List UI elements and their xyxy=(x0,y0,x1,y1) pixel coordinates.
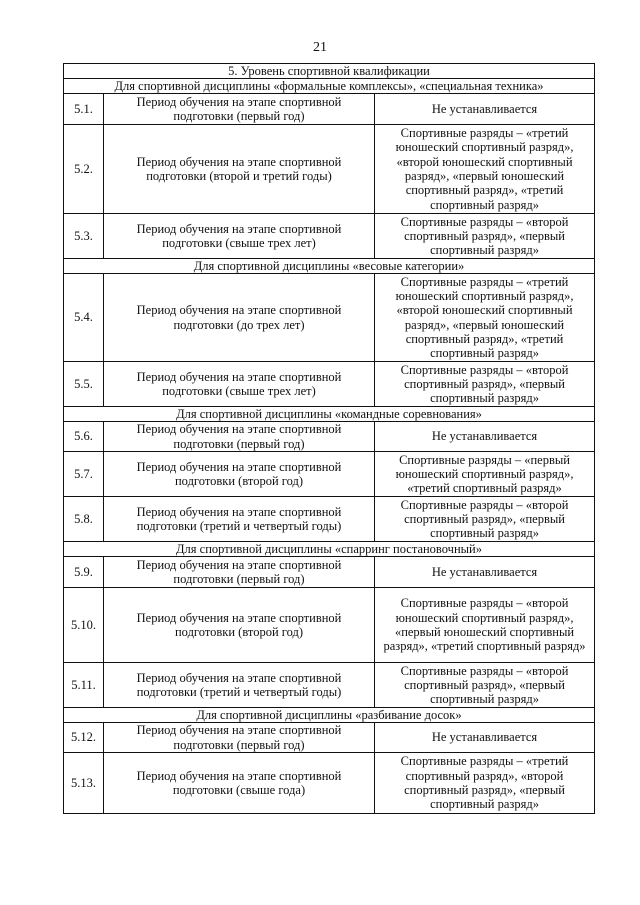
table-row xyxy=(64,125,595,214)
table-row xyxy=(64,94,595,125)
period-cell: Период обучения на этапе спортивной подготовки (второй и третий годы) xyxy=(104,125,375,214)
section-title: 5. Уровень спортивной квалификации xyxy=(64,64,595,79)
table-row xyxy=(64,362,595,407)
row-number: 5.2. xyxy=(64,125,104,214)
period-cell: Период обучения на этапе спортивной подготовки (первый год) xyxy=(104,422,375,452)
discipline-header: Для спортивной дисциплины «спарринг постановочный» xyxy=(64,542,595,557)
discipline-header: Для спортивной дисциплины «разбивание досок» xyxy=(64,708,595,723)
value-cell: Спортивные разряды – «второй спортивный разряд», «первый спортивный разряд» xyxy=(375,663,595,708)
row-number: 5.5. xyxy=(64,362,104,407)
table-row xyxy=(64,753,595,814)
period-cell: Период обучения на этапе спортивной подготовки (свыше трех лет) xyxy=(104,214,375,259)
value-cell: Не устанавливается xyxy=(375,557,595,588)
table-row xyxy=(64,723,595,753)
value-cell: Спортивные разряды – «второй спортивный разряд», «первый спортивный разряд» xyxy=(375,214,595,259)
value-cell: Не устанавливается xyxy=(375,723,595,753)
row-number: 5.12. xyxy=(64,723,104,753)
table-row xyxy=(64,557,595,588)
page-number: 21 xyxy=(313,40,327,55)
row-number: 5.11. xyxy=(64,663,104,708)
qualification-table xyxy=(63,63,595,814)
value-cell: Не устанавливается xyxy=(375,94,595,125)
value-cell: Спортивные разряды – «третий юношеский спортивный разряд», «второй юношеский спортивный разряд», «первый юношеский спортивный разряд», «третий спортивный разряд» xyxy=(375,274,595,362)
row-number: 5.4. xyxy=(64,274,104,362)
row-number: 5.9. xyxy=(64,557,104,588)
row-number: 5.10. xyxy=(64,588,104,663)
period-cell: Период обучения на этапе спортивной подготовки (третий и четвертый годы) xyxy=(104,663,375,708)
value-cell: Спортивные разряды – «второй юношеский спортивный разряд», «первый юношеский спортивный разряд», «третий спортивный разряд» xyxy=(375,588,595,663)
period-cell: Период обучения на этапе спортивной подготовки (свыше года) xyxy=(104,753,375,814)
discipline-header: Для спортивной дисциплины «весовые категории» xyxy=(64,259,595,274)
table-row xyxy=(64,214,595,259)
period-cell: Период обучения на этапе спортивной подготовки (свыше трех лет) xyxy=(104,362,375,407)
period-cell: Период обучения на этапе спортивной подготовки (первый год) xyxy=(104,723,375,753)
row-number: 5.8. xyxy=(64,497,104,542)
row-number: 5.1. xyxy=(64,94,104,125)
table-row xyxy=(64,663,595,708)
period-cell: Период обучения на этапе спортивной подготовки (второй год) xyxy=(104,588,375,663)
row-number: 5.7. xyxy=(64,452,104,497)
row-number: 5.3. xyxy=(64,214,104,259)
discipline-header: Для спортивной дисциплины «формальные комплексы», «специальная техника» xyxy=(64,79,595,94)
value-cell: Спортивные разряды – «второй спортивный разряд», «первый спортивный разряд» xyxy=(375,497,595,542)
period-cell: Период обучения на этапе спортивной подготовки (третий и четвертый годы) xyxy=(104,497,375,542)
value-cell: Не устанавливается xyxy=(375,422,595,452)
table-row xyxy=(64,422,595,452)
table-row xyxy=(64,588,595,663)
value-cell: Спортивные разряды – «третий юношеский спортивный разряд», «второй юношеский спортивный разряд», «первый юношеский спортивный разряд», «третий спортивный разряд» xyxy=(375,125,595,214)
period-cell: Период обучения на этапе спортивной подготовки (первый год) xyxy=(104,557,375,588)
table-row xyxy=(64,497,595,542)
row-number: 5.13. xyxy=(64,753,104,814)
period-cell: Период обучения на этапе спортивной подготовки (первый год) xyxy=(104,94,375,125)
row-number: 5.6. xyxy=(64,422,104,452)
discipline-header: Для спортивной дисциплины «командные соревнования» xyxy=(64,407,595,422)
table-row xyxy=(64,452,595,497)
period-cell: Период обучения на этапе спортивной подготовки (до трех лет) xyxy=(104,274,375,362)
value-cell: Спортивные разряды – «второй спортивный разряд», «первый спортивный разряд» xyxy=(375,362,595,407)
value-cell: Спортивные разряды – «первый юношеский спортивный разряд», «третий спортивный разряд» xyxy=(375,452,595,497)
value-cell: Спортивные разряды – «третий спортивный разряд», «второй спортивный разряд», «первый спортивный разряд» xyxy=(375,753,595,814)
period-cell: Период обучения на этапе спортивной подготовки (второй год) xyxy=(104,452,375,497)
table-row xyxy=(64,274,595,362)
